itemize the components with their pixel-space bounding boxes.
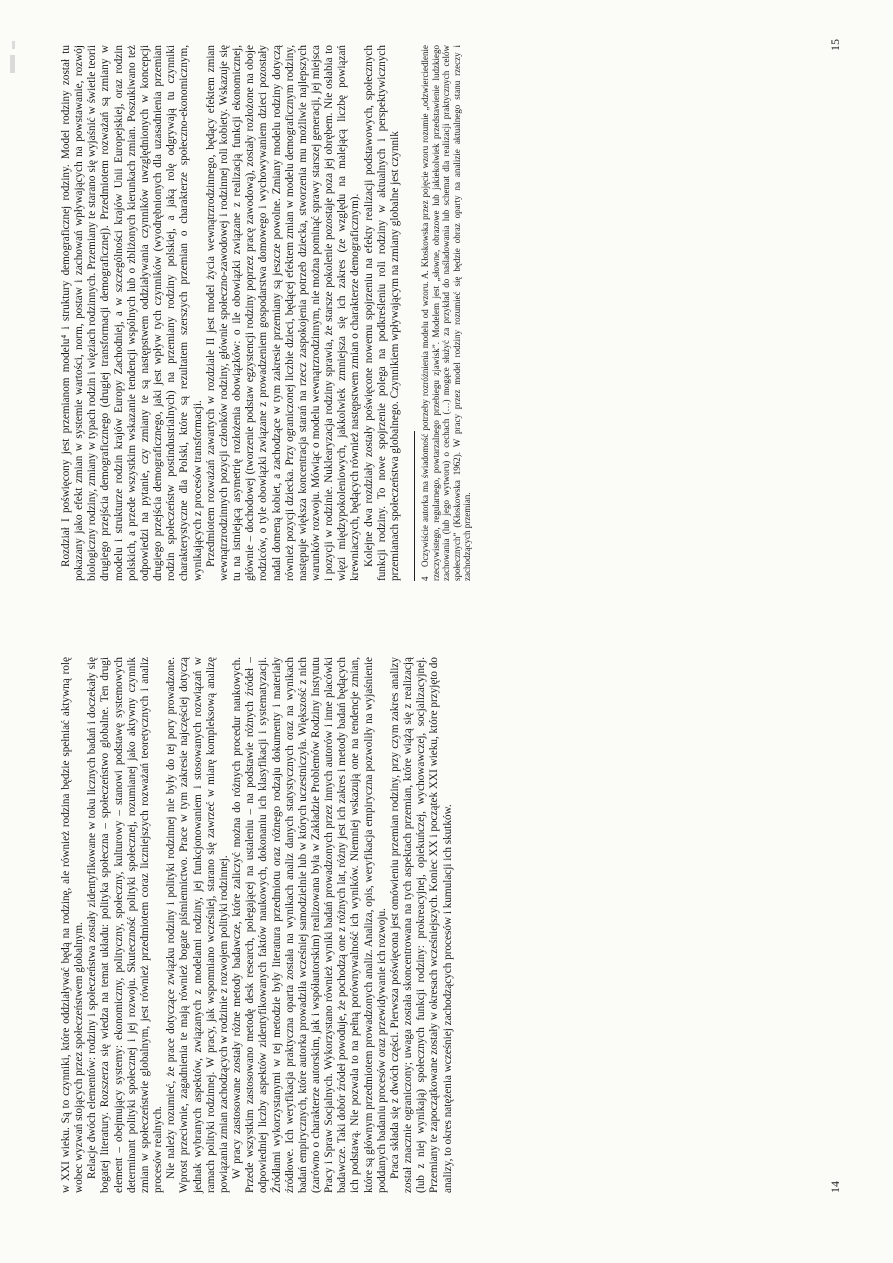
paragraph: Kolejne dwa rozdziały zostały poświęcone nowemu spojrzeniu na efekty realizacji podstawowych, społecznych funkcji rodziny. To nowe spojrzenie polega na podkreśleniu roli rodziny w aktualnych i perspektywicznych przemianach społeczeństwa globalnego. Czynnikiem wpływającym na zmiany globalne jest czynnik (362, 45, 401, 581)
footnote-separator (414, 431, 415, 581)
right-page (0, 0, 893, 631)
paragraph: Rozdział I poświęcony jest przemianom modelu⁴ i struktury demograficznej rodziny. Model rodziny został tu pokazany jako efekt zmian w systemie wartości, norm, postaw i zachowań wpływających na powstawanie, rozwój biologiczny rodziny, zmiany w typach rodzin i więziach rodzinnych. Przemiany te starano się wyjaśnić w świetle teorii drugiego przejścia demograficznego (drugiej transformacji demograficznej). Przedmiotem rozważań są zmiany w modelu i strukturze rodzin krajów Europy Zachodniej, a w szczególności krajów Unii Europejskiej, oraz rodzin polskich, a przede wszystkim wskazanie tendencji wspólnych lub o zbliżonych kierunkach zmian. Poszukiwano też odpowiedzi na pytanie, czy zmiany te są następstwem oddziaływania czynników uwzględnionych w koncepcji drugiego przejścia demograficznego, jaki jest wpływ tych czynników (wyodrębnionych dla uzasadnienia przemian rodzin społeczeństw postindustrialnych) na przemiany rodziny polskiej, a jaką rolę odgrywają tu czynniki charakterystyczne dla Polski, które są rezultatem szerszych przemian o charakterze społeczno-ekonomicznym, wynikających z procesów transformacji. (60, 45, 204, 581)
page-gutter (0, 631, 893, 632)
left-page-text (60, 657, 455, 1193)
paragraph: Relacje dwóch elementów: rodziny i społeczeństwa zostały zidentyfikowane w toku licznych badań i doczekały się bogatej literatury. Rozszerza się wiedza na temat układu: polityka społeczna – społeczeństwo globalne. Ten drugi element – obejmujący systemy: ekonomiczny, polityczny, społeczny, kulturowy – stanowi podstawę systemowych determinant polityki społecznej i jej rozwoju. Skuteczność polityki społecznej, rozumianej jako aktywny czynnik zmian w społeczeństwie globalnym, jest również przedmiotem coraz liczniejszych rozważań teoretycznych i analiz procesów realnych. (86, 657, 165, 1193)
paragraph: Praca składa się z dwóch części. Pierwsza poświęcona jest omówieniu przemian rodziny, przy czym zakres analizy został znacznie ograniczony; uwaga została skoncentrowana na tych aspektach przemian, które wiążą się z realizacją (lub z niej wynikają) społecznych funkcji rodziny: prokreacyjnej, opiekuńczej, wychowawczej, socjalizacyjnej. Przemiany te zapoczątkowane zostały w okresach wcześniejszych. Koniec XX i początek XXI wieku, które przyjęto do analizy, to okres natężenia wcześniej zachodzących procesów i kumulacji ich skutków. (388, 657, 454, 1193)
paragraph: w XXI wieku. Są to czynniki, które oddziaływać będą na rodzinę, ale również rodzina będzie spełniać aktywną rolę wobec wyzwań stojących przez społeczeństwem globalnym. (60, 657, 86, 1193)
right-page-text (60, 45, 473, 581)
footnote-marker: 4 (420, 576, 431, 581)
left-page (0, 632, 893, 1263)
footnote (420, 45, 473, 581)
page-number: 15 (828, 39, 842, 51)
page-number: 14 (828, 1181, 842, 1193)
paragraph: Przedmiotem rozważań zawartych w rozdziale II jest model życia wewnątrzrodzinnego, będący efektem zmian wewnątrzrodzinnych pozycji członków rodziny, głównie społeczno-zawodowej i rodzinnej roli kobiety. Wskazuje się tu na istniejącą asymetrię rozłożenia obowiązków: o ile obowiązki związane z realizacją funkcji ekonomicznej, głównie – dochodowej (tworzenie podstaw egzystencji rodziny poprzez pracę zawodową), zostały rozłożone na oboje rodziców, o tyle obowiązki związane z prowadzeniem gospodarstwa domowego i wychowywaniem dzieci pozostały nadal domeną kobiet, a zachodzące w tym zakresie przemiany są jeszcze powolne. Zmiany modelu rodziny dotyczą również pozycji dziecka. Przy ograniczonej liczbie dzieci, będącej efektem zmian w modelu demograficznym rodziny, następuje większa koncentracja starań na rzecz zaspokojenia potrzeb dziecka, stworzenia mu możliwie najlepszych warunków rozwoju. Mówiąc o modelu wewnątrzrodzinnym, nie można pominąć sprawy starszej generacji, jej miejsca i pozycji w rodzinie. Nuklearyzacja rodziny sprawia, że starsze pokolenie pozostaje poza jej obrębem. Nie osłabia to więzi międzypokoleniowych, jakkolwiek zmniejsza się ich zakres (ze względu na malejącą liczbę powiązań krewniaczych, będących również następstwem zmian o charakterze demograficznym). (204, 45, 362, 581)
footnote-text: Oczywiście autorka ma świadomość potrzeby rozróżnienia modelu od wzoru. A. Kłoskowska przez pojęcie wzoru rozumie „odzwierciedlenie rzeczywistego, regularnego, powtarzalnego przebiegu zjawisk”. Modelem jest „słowne, obrazowe lub jakiekolwiek przedstawienie ludzkiego zachowania (lub jego wytworu) o cechach (…) mogące służyć za przykład do naśladowania lub schemat dla realizacji praktycznych celów społecznych” (Kłoskowska 1962). W pracy przez model rodziny rozumieć się będzie obraz oparty na analizie aktualnego stanu rzeczy i zachodzących przemian. (420, 45, 473, 581)
paragraph: Nie należy rozumieć, że prace dotyczące związku rodziny i polityki rodzinnej nie były do tej pory prowadzone. Wprost przeciwnie, zagadnienia te mają również bogate piśmiennictwo. Prace w tym zakresie najczęściej dotyczą jednak wybranych aspektów, związanych z modelami rodziny, jej funkcjonowaniem i stosowanych rozwiązań w ramach polityki rodzinnej. W pracy, jak wspomniano wcześniej, starano się zawrzeć w miarę kompleksową analizę powiązania zmian zachodzących w rodzinie z rozwojem polityki rodzinnej. (165, 657, 230, 1193)
paragraph: W pracy zastosowane zostały różne metody badawcze, które zaliczyć można do różnych procedur naukowych. Przede wszystkim zastosowano metodę desk research, polegającej na ustaleniu – na podstawie różnych źródeł – odpowiedniej liczby aspektów zidentyfikowanych faktów naukowych, dokonaniu ich klasyfikacji i systematyzacji. Źródłami wykorzystanymi w tej metodzie były literatura przedmiotu oraz różnego rodzaju dokumenty i materiały źródłowe. Ich weryfikacja praktyczna oparta została na wynikach analiz danych statystycznych oraz na wynikach badań empirycznych, które autorka prowadziła wcześniej samodzielnie lub w których uczestniczyła. Większość z nich (zarówno o charakterze autorskim, jak i współautorskim) realizowana była w Zakładzie Problemów Rodziny Instytutu Pracy i Spraw Socjalnych. Wykorzystano również wyniki badań prowadzonych przez innych autorów i inne placówki badawcze. Taki dobór źródeł powoduje, że pochodzą one z różnych lat, różny jest ich zakres i metody badań będących ich podstawą. Nie pozwala to na pełną porównywalność ich wyników. Niemniej wskazują one na tendencje zmian, które są głównym przedmiotem prowadzonych analiz. Analiza, opis, weryfikacja empiryczna pozwoliły na wyjaśnienie poddanych badaniu procesów oraz przewidywanie ich rozwoju. (231, 657, 388, 1193)
